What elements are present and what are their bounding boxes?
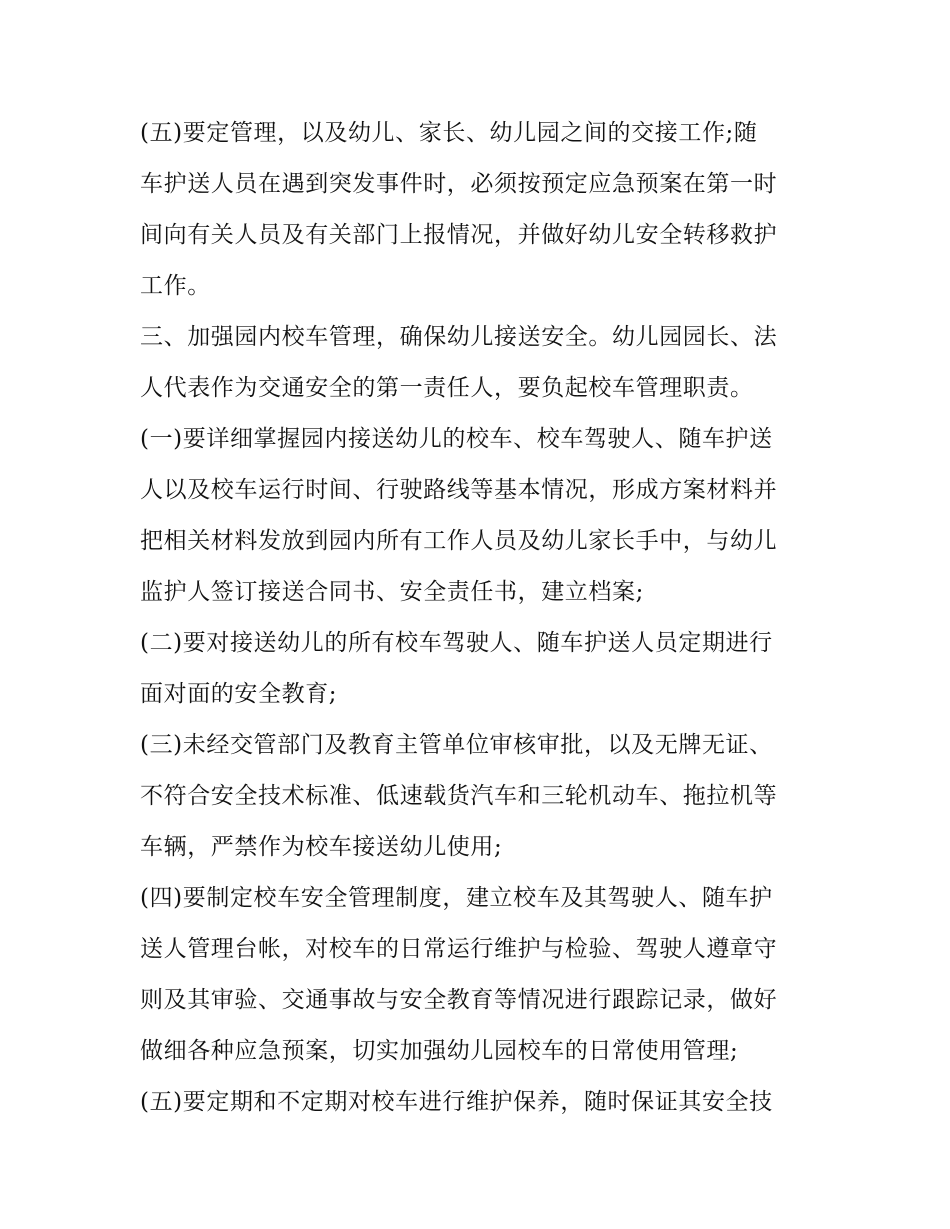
text-line: (四)要制定校车安全管理制度，建立校车及其驾驶人、随车护 (140, 885, 773, 911)
text-line: 车辆，严禁作为校车接送幼儿使用; (140, 834, 503, 860)
text-line: 监护人签订接送合同书、安全责任书，建立档案; (140, 579, 644, 605)
text-line: 人代表作为交通安全的第一责任人，要负起校车管理职责。 (140, 375, 754, 401)
text-line: (五)要定管理，以及幼儿、家长、幼儿园之间的交接工作;随 (140, 120, 758, 146)
text-line: (二)要对接送幼儿的所有校车驾驶人、随车护送人员定期进行 (140, 630, 773, 656)
text-line: (三)未经交管部门及教育主管单位审核审批，以及无牌无证、 (140, 732, 773, 758)
document-body (140, 108, 820, 1128)
text-line: 把相关材料发放到园内所有工作人员及幼儿家长手中，与幼儿 (140, 528, 778, 554)
text-line: 工作。 (140, 273, 211, 299)
text-line: 间向有关人员及有关部门上报情况，并做好幼儿安全转移救护 (140, 222, 778, 248)
text-line: 人以及校车运行时间、行驶路线等基本情况，形成方案材料并 (140, 477, 778, 503)
text-line: 不符合安全技术标准、低速载货汽车和三轮机动车、拖拉机等 (140, 783, 778, 809)
text-line: 做细各种应急预案，切实加强幼儿园校车的日常使用管理; (140, 1038, 739, 1064)
text-line: 则及其审验、交通事故与安全教育等情况进行跟踪记录，做好 (140, 987, 778, 1013)
text-line: 面对面的安全教育; (140, 681, 338, 707)
text-line: (一)要详细掌握园内接送幼儿的校车、校车驾驶人、随车护送 (140, 426, 773, 452)
text-line: 三、加强园内校车管理，确保幼儿接送安全。幼儿园园长、法 (140, 324, 778, 350)
text-line: 车护送人员在遇到突发事件时，必须按预定应急预案在第一时 (140, 171, 778, 197)
text-line: 送人管理台帐，对校车的日常运行维护与检验、驾驶人遵章守 (140, 936, 778, 962)
text-line: (五)要定期和不定期对校车进行维护保养，随时保证其安全技 (140, 1089, 773, 1115)
